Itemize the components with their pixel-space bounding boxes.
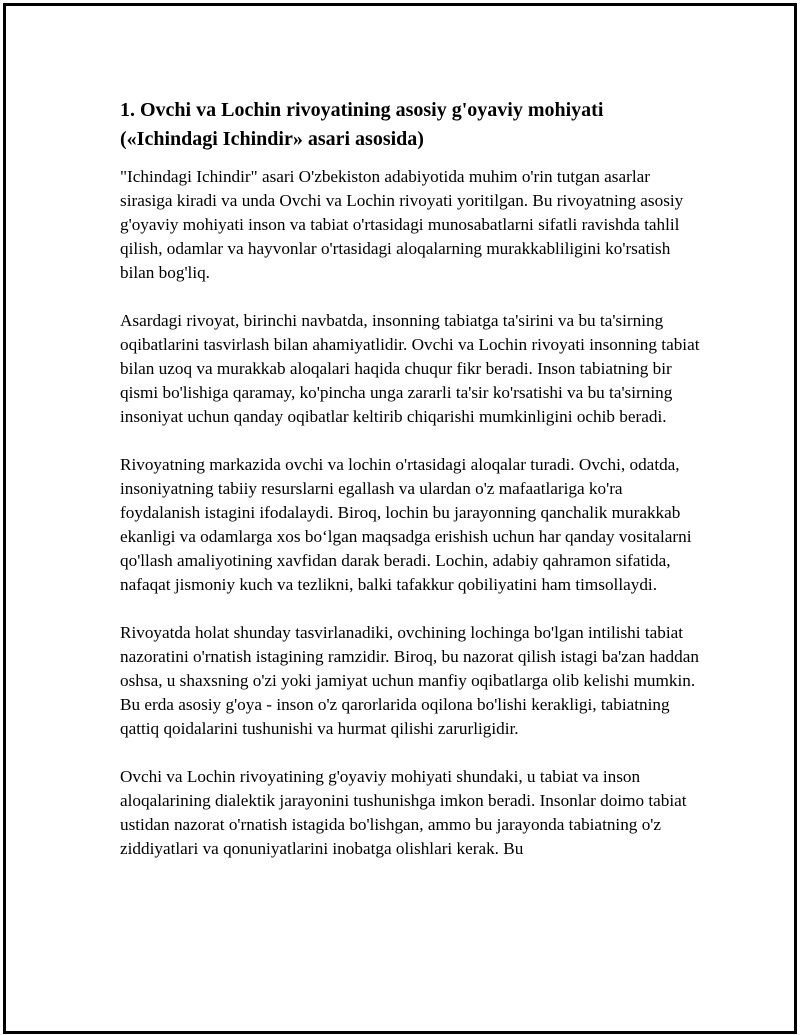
document-title: 1. Ovchi va Lochin rivoyatining asosiy g'oyaviy mohiyati («Ichindagi Ichindir» asari asosida) xyxy=(120,99,604,150)
paragraph-1: "Ichindagi Ichindir" asari O'zbekiston adabiyotida muhim o'rin tutgan asarlar sirasiga kiradi va unda Ovchi va Lochin rivoyati yoritilgan. Bu rivoyatning asosiy g'oyaviy mohiyati inson va tabiat o'rtasidagi munosabatlarni sifatli ravishda tahlil qilish, odamlar va hayvonlar o'rtasidagi aloqalarning murakkabliligini ko'rsatish bilan bog'liq. xyxy=(120,167,684,282)
paragraph-5: Ovchi va Lochin rivoyatining g'oyaviy mohiyati shundaki, u tabiat va inson aloqalarining dialektik jarayonini tushunishga imkon beradi. Insonlar doimo tabiat ustidan nazorat o'rnatish istagida bo'lishgan, ammo bu jarayonda tabiatning o'z ziddiyatlari va qonuniyatlarini inobatga olishlari kerak. Bu xyxy=(120,767,687,858)
document-body xyxy=(120,96,700,885)
page-frame xyxy=(3,3,797,1034)
paragraph-3: Rivoyatning markazida ovchi va lochin o'rtasidagi aloqalar turadi. Ovchi, odatda, insoniyatning tabiiy resurslarni egallash va ulardan o'z mafaatlariga ko'ra foydalanish istagini ifodalaydi. Biroq, lochin bu jarayonning qanchalik murakkab ekanligi va odamlarga xos bo‘lgan maqsadga erishish uchun har qanday vositalarni qo'llash amaliyotining xavfidan darak beradi. Lochin, adabiy qahramon sifatida, nafaqat jismoniy kuch va tezlikni, balki tafakkur qobiliyatini ham timsollaydi. xyxy=(120,455,692,594)
paragraph-2: Asardagi rivoyat, birinchi navbatda, insonning tabiatga ta'sirini va bu ta'sirning oqibatlarini tasvirlash bilan ahamiyatlidir. Ovchi va Lochin rivoyati insonning tabiat bilan uzoq va murakkab aloqalari haqida chuqur fikr beradi. Inson tabiatning bir qismi bo'lishiga qaramay, ko'pincha unga zararli ta'sir ko'rsatishi va bu ta'sirning insoniyat uchun qanday oqibatlar keltirib chiqarishi mumkinligini ochib beradi. xyxy=(120,311,700,426)
paragraph-4: Rivoyatda holat shunday tasvirlanadiki, ovchining lochinga bo'lgan intilishi tabiat nazoratini o'rnatish istagining ramzidir. Biroq, bu nazorat qilish istagi ba'zan haddan oshsa, u shaxsning o'zi yoki jamiyat uchun manfiy oqibatlarga olib kelishi mumkin. Bu erda asosiy g'oya - inson o'z qarorlarida oqilona bo'lishi kerakligi, tabiatning qattiq qoidalarini tushunishi va hurmat qilishi zarurligidir. xyxy=(120,623,699,738)
